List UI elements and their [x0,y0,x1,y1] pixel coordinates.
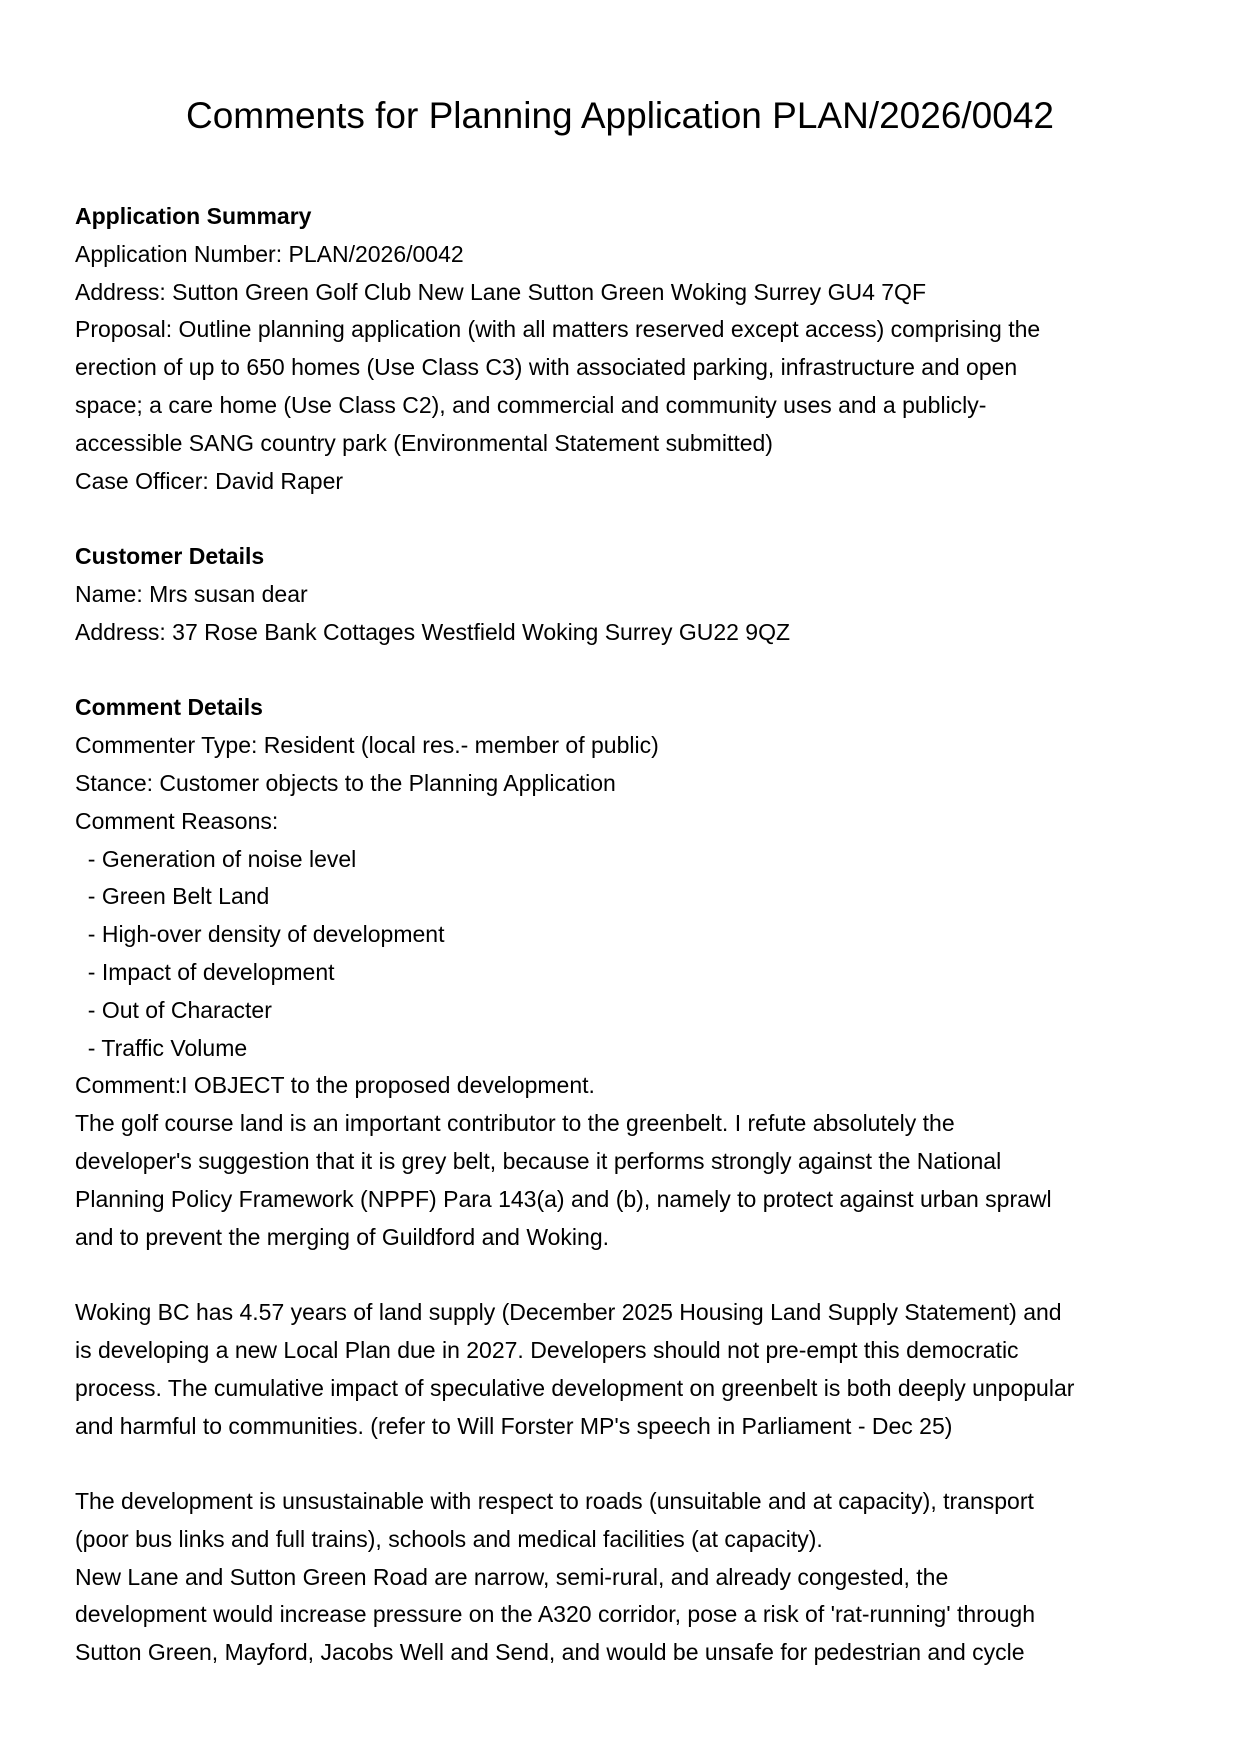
comment-reason-item: - High-over density of development [75,921,445,948]
commenter-type: Commenter Type: Resident (local res.- member of public) [75,732,659,759]
proposal-line: erection of up to 650 homes (Use Class C3) with associated parking, infrastructure and open [75,354,1018,381]
comment-line: The development is unsustainable with respect to roads (unsuitable and at capacity), transport [75,1488,1034,1515]
comment-details-section [75,689,1175,1672]
comment-reasons-label: Comment Reasons: [75,807,279,834]
customer-name: Name: Mrs susan dear [75,580,308,607]
paragraph-spacer [75,1256,1175,1294]
comment-line: Sutton Green, Mayford, Jacobs Well and Send, and would be unsafe for pedestrian and cycle [75,1639,1025,1666]
case-officer: Case Officer: David Raper [75,467,344,494]
page-title: Comments for Planning Application PLAN/2026/0042 [186,95,1054,136]
comment-line: New Lane and Sutton Green Road are narrow, semi-rural, and already congested, the [75,1563,949,1590]
customer-details-section [75,538,1175,651]
application-summary-heading: Application Summary [75,203,312,229]
section-spacer [75,652,1175,690]
comment-line: and to prevent the merging of Guildford and Woking. [75,1223,610,1250]
comment-line: (poor bus links and full trains), schools and medical facilities (at capacity). [75,1525,823,1552]
application-summary-section [75,198,1175,500]
comment-line: and harmful to communities. (refer to Will Forster MP's speech in Parliament - Dec 25) [75,1412,953,1439]
comment-line: is developing a new Local Plan due in 2027. Developers should not pre-empt this democratic [75,1336,1019,1363]
comment-paragraph-3 [75,1483,1175,1672]
paragraph-spacer [75,1445,1175,1483]
proposal-line: accessible SANG country park (Environmental Statement submitted) [75,429,773,456]
proposal-line: Proposal: Outline planning application (with all matters reserved except access) comprising the [75,316,1041,343]
application-number: Application Number: PLAN/2026/0042 [75,240,464,267]
comment-details-heading: Comment Details [75,694,263,721]
document-body [75,198,1175,1672]
application-address: Address: Sutton Green Golf Club New Lane Sutton Green Woking Surrey GU4 7QF [75,278,926,305]
stance: Stance: Customer objects to the Planning Application [75,769,616,796]
comment-reason-item: - Impact of development [75,958,335,985]
comment-intro: Comment:I OBJECT to the proposed development. [75,1072,595,1099]
comment-reason-item: - Green Belt Land [75,883,270,910]
comment-line: The golf course land is an important contributor to the greenbelt. I refute absolutely the [75,1110,955,1137]
comment-paragraph-2 [75,1294,1175,1445]
comment-line: Woking BC has 4.57 years of land supply (December 2025 Housing Land Supply Statement) and [75,1299,1062,1326]
comment-reason-item: - Out of Character [75,996,272,1023]
comment-line: developer's suggestion that it is grey belt, because it performs strongly against the National [75,1147,1002,1174]
comment-reason-item: - Traffic Volume [75,1034,248,1061]
comment-line: development would increase pressure on the A320 corridor, pose a risk of 'rat-running' through [75,1601,1036,1628]
comment-line: process. The cumulative impact of speculative development on greenbelt is both deeply unpopular [75,1374,1075,1401]
comment-reason-item: - Generation of noise level [75,845,357,872]
proposal-line: space; a care home (Use Class C2), and commercial and community uses and a publicly- [75,391,987,418]
section-spacer [75,500,1175,538]
comment-line: Planning Policy Framework (NPPF) Para 143(a) and (b), namely to protect against urban sprawl [75,1185,1052,1212]
customer-details-heading: Customer Details [75,543,265,570]
customer-address: Address: 37 Rose Bank Cottages Westfield Woking Surrey GU22 9QZ [75,618,791,645]
comment-paragraph-1 [75,1105,1175,1256]
